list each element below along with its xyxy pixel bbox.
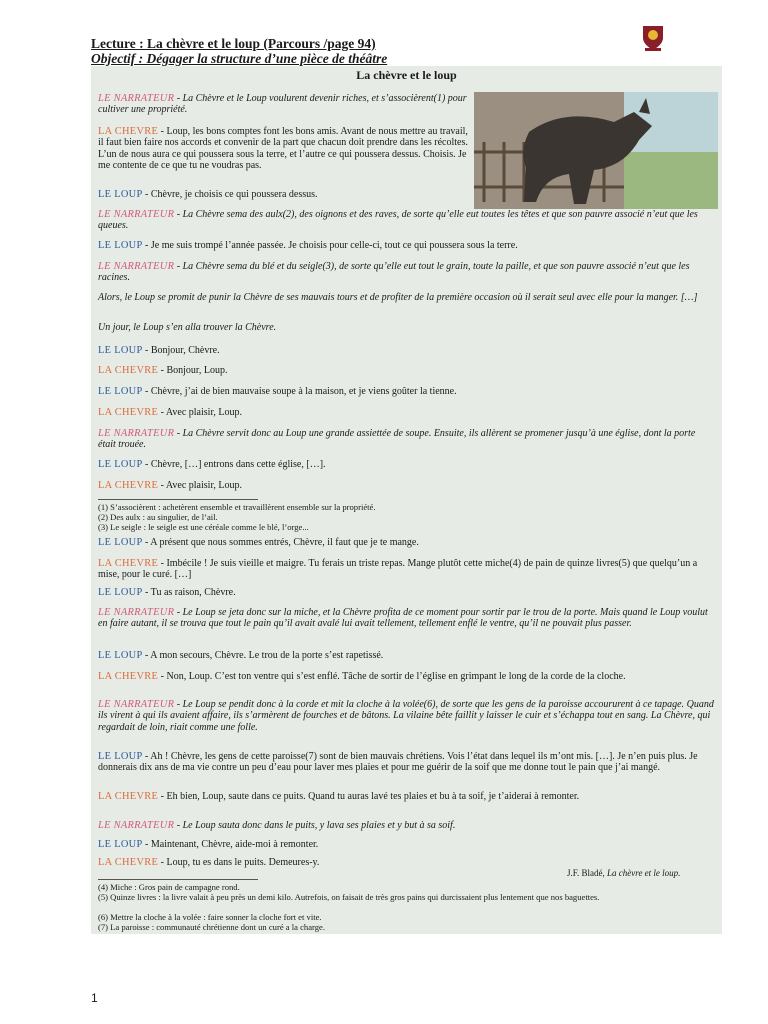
dialogue-line: LE LOUP - Chèvre, je choisis ce qui poussera dessus. [98, 189, 318, 200]
lesson-title: Lecture : La chèvre et le loup (Parcours /page 94) [91, 36, 376, 51]
school-crest-logo [640, 24, 666, 52]
dialogue-line: LE NARRATEUR - Le Loup se jeta donc sur la miche, et la Chèvre profita de ce moment pour sortir par le trou de la porte. Mais quand le Loup voulut en faire autant, il se trouva que tout le pain qu’il avait avalé lui avait tellement, tellement enflé le ventre, qu’il ne pouvait plus passer. [98, 607, 708, 630]
dialogue-line: LE LOUP - Tu as raison, Chèvre. [98, 587, 236, 598]
footnote: (7) La paroisse : communauté chrétienne dont un curé a la charge. [98, 922, 326, 932]
dialogue-line: LA CHEVRE - Loup, tu es dans le puits. Demeures-y. [98, 857, 320, 868]
dialogue-line: LE LOUP - Chèvre, […] entrons dans cette église, […]. [98, 459, 326, 470]
narration-line: Un jour, le Loup s’en alla trouver la Chèvre. [98, 322, 277, 333]
footnote: (5) Quinze livres : la livre valait à peu près un demi kilo. Autrefois, on faisait de très gros pains qui durcissaient plus lentement que nos baguettes. [98, 892, 600, 902]
dialogue-line: LE LOUP - Ah ! Chèvre, les gens de cette paroisse(7) sont de bien mauvais chrétiens. Vois l’état dans lequel ils m’ont mis. […]. Je n’en puis plus. Je donnerais dix ans de ma vie contre un peu d’eau pour laver mes plaies et pour me guérir de la soif que me donne tout le pain que j’ai mangé. [98, 751, 698, 774]
narration-line: Alors, le Loup se promit de punir la Chèvre de ses mauvais tours et de profiter de la première occasion où il serait seul avec elle pour la manger. […] [98, 292, 698, 303]
dialogue-line: LE NARRATEUR - Le Loup se pendit donc à la corde et mit la cloche à la volée(6), de sorte que les gens de la paroisse accoururent à ce tapage. Quand ils virent à qui ils avaient affaire, ils s’armèrent de fourches et de bâtons. La vilaine bête faillit y laisser le cuir et s’échappa tout en sang. La Chèvre, qui regardait de loin, riait comme une folle. [98, 699, 714, 733]
footnote: (4) Miche : Gros pain de campagne rond. [98, 882, 240, 892]
dialogue-line: LA CHEVRE - Imbécile ! Je suis vieille et maigre. Tu ferais un triste repas. Mange plutôt cette miche(4) de pain de quinze livres(5) que quelqu’un a mise, pour le curé. […] [98, 558, 698, 581]
scanned-text-page [91, 66, 722, 934]
dialogue-line: LA CHEVRE - Bonjour, Loup. [98, 365, 228, 376]
footnote-rule [98, 879, 258, 880]
footnote: (6) Mettre la cloche à la volée : faire sonner la cloche fort et vite. [98, 912, 322, 922]
dialogue-line: LA CHEVRE - Avec plaisir, Loup. [98, 480, 242, 491]
goat-illustration [474, 92, 718, 209]
lesson-objective: Objectif : Dégager la structure d’une pièce de théâtre [91, 51, 388, 66]
dialogue-line: LA CHEVRE - Avec plaisir, Loup. [98, 407, 242, 418]
dialogue-line: LE LOUP - Maintenant, Chèvre, aide-moi à remonter. [98, 839, 319, 850]
dialogue-line: LE NARRATEUR - La Chèvre sema du blé et du seigle(3), de sorte qu’elle eut tout le grain, toute la paille, et que son pauvre associé n’eut que les racines. [98, 261, 690, 284]
dialogue-line: LE LOUP - A mon secours, Chèvre. Le trou de la porte s’est rapetissé. [98, 650, 384, 661]
dialogue-line: LE LOUP - Bonjour, Chèvre. [98, 345, 220, 356]
footnote-rule [98, 499, 258, 500]
dialogue-line: LE NARRATEUR - La Chèvre et le Loup voulurent devenir riches, et s’associèrent(1) pour cultiver une propriété. [98, 93, 467, 116]
dialogue-line: LA CHEVRE - Non, Loup. C’est ton ventre qui s’est enflé. Tâche de sortir de l’église en grimpant le long de la corde de la cloche. [98, 671, 626, 682]
dialogue-line: LE NARRATEUR - La Chèvre sema des aulx(2), des oignons et des raves, de sorte qu’elle eut toutes les têtes et que son pauvre associé n’eut que les queues. [98, 209, 698, 232]
dialogue-line: LE NARRATEUR - La Chèvre servit donc au Loup une grande assiettée de soupe. Ensuite, ils allèrent se promener jusqu’à une église, dont la porte était trouée. [98, 428, 696, 451]
source-citation: J.F. Bladé, La chèvre et le loup. [567, 868, 681, 878]
footnote: (3) Le seigle : le seigle est une céréale comme le blé, l’orge... [98, 522, 309, 532]
dialogue-line: LA CHEVRE - Eh bien, Loup, saute dans ce puits. Quand tu auras lavé tes plaies et bu à ta soif, je t’aiderai à remonter. [98, 791, 580, 802]
story-title: La chèvre et le loup [356, 68, 457, 82]
dialogue-line: LE LOUP - A présent que nous sommes entrés, Chèvre, il faut que je te mange. [98, 537, 419, 548]
dialogue-line: LE LOUP - Chèvre, j’ai de bien mauvaise soupe à la maison, et je viens goûter la tienne. [98, 386, 457, 397]
footnote: (1) S’associèrent : achetèrent ensemble et travaillèrent ensemble sur la propriété. [98, 502, 376, 512]
dialogue-line: LE LOUP - Je me suis trompé l’année passée. Je choisis pour celle-ci, tout ce qui poussera sous la terre. [98, 240, 518, 251]
page-number: 1 [91, 991, 98, 1005]
footnote: (2) Des aulx : au singulier, de l’ail. [98, 512, 218, 522]
dialogue-line: LE NARRATEUR - Le Loup sauta donc dans le puits, y lava ses plaies et y but à sa soif. [98, 820, 456, 831]
dialogue-line: LA CHEVRE - Loup, les bons comptes font les bons amis. Avant de nous mettre au travail, il faut bien faire nos accords et convenir de la part que chacun doit prendre dans les récoltes. L’un de nous aura ce qui poussera sous la terre, et l’autre ce qui poussera dessus. Choisis. Je me contente de ce que tu ne voudras pas. [98, 126, 468, 172]
